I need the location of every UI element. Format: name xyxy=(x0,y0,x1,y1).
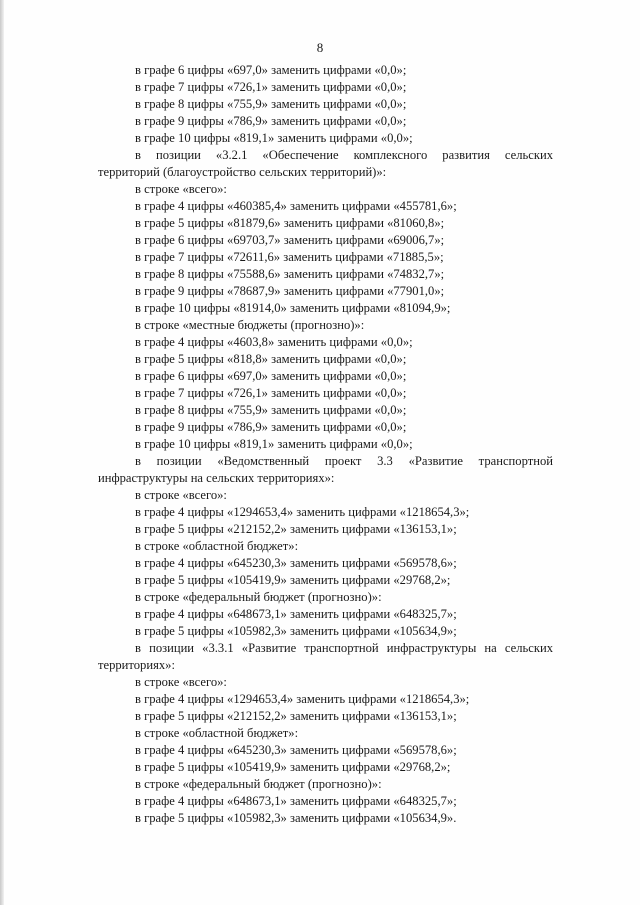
text-line: в графе 9 цифры «786,9» заменить цифрами «0,0»; xyxy=(135,420,407,434)
document-body xyxy=(98,62,553,827)
text-line: в строке «областной бюджет»: xyxy=(135,726,299,740)
text-line: в графе 7 цифры «726,1» заменить цифрами «0,0»; xyxy=(135,386,407,400)
text-line: в графе 8 цифры «755,9» заменить цифрами «0,0»; xyxy=(135,97,407,111)
text-line: в графе 4 цифры «648673,1» заменить цифрами «648325,7»; xyxy=(135,794,457,808)
text-line: в графе 6 цифры «69703,7» заменить цифрами «69006,7»; xyxy=(135,233,445,247)
text-line: в графе 8 цифры «75588,6» заменить цифрами «74832,7»; xyxy=(135,267,445,281)
text-line: в графе 5 цифры «81879,6» заменить цифрами «81060,8»; xyxy=(135,216,445,230)
text-line: в строке «всего»: xyxy=(135,182,227,196)
text-line: в строке «областной бюджет»: xyxy=(135,539,299,553)
text-line: в графе 9 цифры «786,9» заменить цифрами «0,0»; xyxy=(135,114,407,128)
text-line: в графе 10 цифры «819,1» заменить цифрами «0,0»; xyxy=(135,131,413,145)
text-line: в графе 4 цифры «1294653,4» заменить цифрами «1218654,3»; xyxy=(135,505,470,519)
text-line: территориях»: xyxy=(98,658,175,672)
text-line: в графе 7 цифры «726,1» заменить цифрами «0,0»; xyxy=(135,80,407,94)
text-line: в графе 4 цифры «460385,4» заменить цифрами «455781,6»; xyxy=(135,199,457,213)
text-line: в графе 8 цифры «755,9» заменить цифрами «0,0»; xyxy=(135,403,407,417)
text-line: в графе 10 цифры «819,1» заменить цифрами «0,0»; xyxy=(135,437,413,451)
text-line: в графе 5 цифры «105982,3» заменить цифрами «105634,9». xyxy=(135,811,457,825)
text-line: в графе 4 цифры «1294653,4» заменить цифрами «1218654,3»; xyxy=(135,692,470,706)
text-line: в графе 5 цифры «105419,9» заменить цифрами «29768,2»; xyxy=(135,760,451,774)
text-line: в графе 7 цифры «72611,6» заменить цифрами «71885,5»; xyxy=(135,250,444,264)
text-line: в графе 4 цифры «648673,1» заменить цифрами «648325,7»; xyxy=(135,607,457,621)
text-line: в строке «федеральный бюджет (прогнозно)»: xyxy=(135,777,382,791)
text-line: в графе 5 цифры «212152,2» заменить цифрами «136153,1»; xyxy=(135,522,457,536)
text-line: в графе 5 цифры «105982,3» заменить цифрами «105634,9»; xyxy=(135,624,457,638)
text-line: инфраструктуры на сельских территориях»: xyxy=(98,471,335,485)
text-line: в графе 4 цифры «645230,3» заменить цифрами «569578,6»; xyxy=(135,743,457,757)
text-line: в строке «всего»: xyxy=(135,488,227,502)
text-line: в графе 6 цифры «697,0» заменить цифрами «0,0»; xyxy=(135,369,407,383)
text-line: в графе 4 цифры «4603,8» заменить цифрами «0,0»; xyxy=(135,335,413,349)
text-line: в графе 6 цифры «697,0» заменить цифрами «0,0»; xyxy=(135,63,407,77)
text-line: в графе 5 цифры «818,8» заменить цифрами «0,0»; xyxy=(135,352,407,366)
text-line: в позиции «Ведомственный проект 3.3 «Развитие транспортной xyxy=(135,454,553,468)
text-line: в графе 5 цифры «212152,2» заменить цифрами «136153,1»; xyxy=(135,709,457,723)
text-line: в строке «местные бюджеты (прогнозно)»: xyxy=(135,318,365,332)
text-line: в графе 5 цифры «105419,9» заменить цифрами «29768,2»; xyxy=(135,573,451,587)
text-line: в строке «федеральный бюджет (прогнозно)»: xyxy=(135,590,382,604)
text-line: в позиции «3.2.1 «Обеспечение комплексного развития сельских xyxy=(135,148,553,162)
text-line: территорий (благоустройство сельских территорий)»: xyxy=(98,165,387,179)
text-line: в графе 4 цифры «645230,3» заменить цифрами «569578,6»; xyxy=(135,556,457,570)
text-line: в строке «всего»: xyxy=(135,675,227,689)
page-number: 8 xyxy=(316,40,324,55)
text-line: в позиции «3.3.1 «Развитие транспортной инфраструктуры на сельских xyxy=(135,641,553,655)
text-line: в графе 9 цифры «78687,9» заменить цифрами «77901,0»; xyxy=(135,284,445,298)
text-line: в графе 10 цифры «81914,0» заменить цифрами «81094,9»; xyxy=(135,301,451,315)
